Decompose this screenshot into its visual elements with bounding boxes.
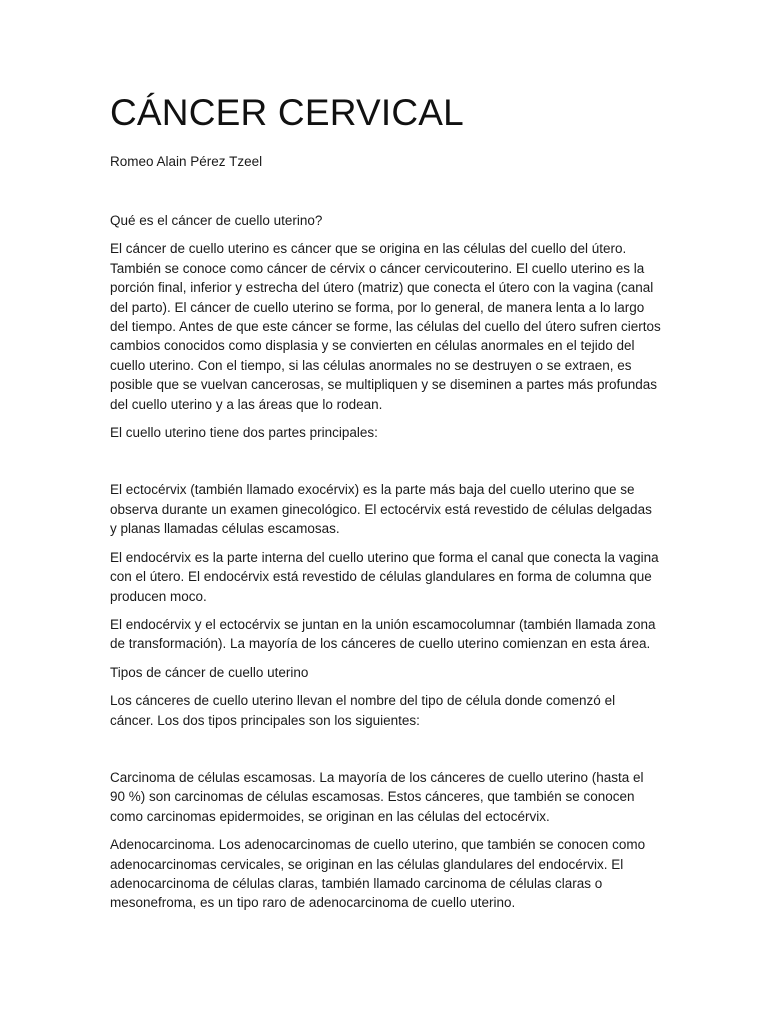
section-heading-what-is: Qué es el cáncer de cuello uterino? — [110, 213, 323, 228]
paragraph-endocervix: El endocérvix es la parte interna del cuello uterino que forma el canal que conecta la vagina con el útero. El endocérvix está revestido de células glandulares en forma de columna que producen moco. — [110, 549, 659, 604]
paragraph-squamous-carcinoma: Carcinoma de células escamosas. La mayoría de los cánceres de cuello uterino (hasta el 90 %) son carcinomas de células escamosas. Estos cánceres, que también se conocen como carcinomas epidermoides, se originan en las células del ectocérvix. — [110, 769, 644, 824]
paragraph-adenocarcinoma: Adenocarcinoma. Los adenocarcinomas de cuello uterino, que también se conocen como adenocarcinomas cervicales, se originan en las células glandulares del endocérvix. El adenocarcinoma de células claras, también llamado carcinoma de células claras o mesonefroma, es un tipo raro de adenocarcinoma de cuello uterino. — [110, 837, 646, 911]
paragraph-types-intro: Los cánceres de cuello uterino llevan el nombre del tipo de célula donde comenzó el cáncer. Los dos tipos principales son los siguientes: — [110, 693, 616, 728]
section-heading-types: Tipos de cáncer de cuello uterino — [110, 664, 309, 680]
document-title: CÁNCER CERVICAL — [110, 92, 464, 133]
document-body — [110, 211, 662, 922]
paragraph-definition: El cáncer de cuello uterino es cáncer que se origina en las células del cuello del útero. También se conoce como cáncer de cérvix o cáncer cervicouterino. El cuello uterino es la porción final, inferior y estrecha del útero (matriz) que conecta el útero con la vagina (canal del parto). El cáncer de cuello uterino se forma, por lo general, de manera lenta a lo largo del tiempo. Antes de que este cáncer se forme, las células del cuello del útero sufren ciertos cambios conocidos como displasia y se convierten en células anormales en el tejido del cuello uterino. Con el tiempo, si las células anormales no se destruyen o se extraen, es posible que se vuelvan cancerosas, se multipliquen y se diseminen a partes más profundas del cuello uterino y a las áreas que lo rodean. — [110, 241, 661, 412]
document-author: Romeo Alain Pérez Tzeel — [110, 154, 263, 169]
paragraph-two-parts-intro: El cuello uterino tiene dos partes principales: — [110, 425, 378, 441]
paragraph-ectocervix: El ectocérvix (también llamado exocérvix) es la parte más baja del cuello uterino que se observa durante un examen ginecológico. El ectocérvix está revestido de células delgadas y planas llamadas células escamosas. — [110, 482, 652, 537]
paragraph-transformation-zone: El endocérvix y el ectocérvix se juntan en la unión escamocolumnar (también llamada zona de transformación). La mayoría de los cánceres de cuello uterino comienzan en esta área. — [110, 616, 656, 652]
